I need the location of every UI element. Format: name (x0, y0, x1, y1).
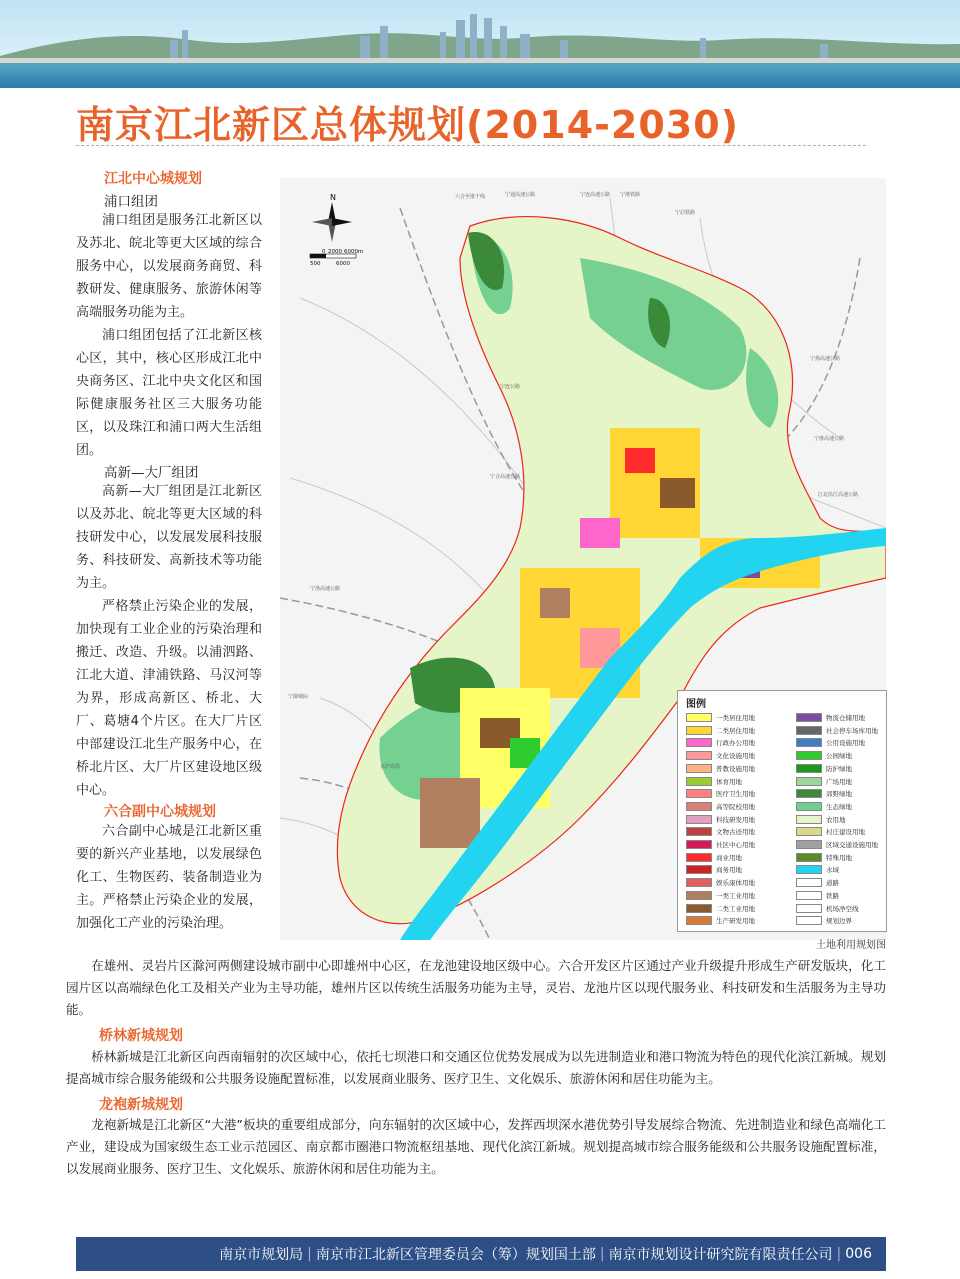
legend-item (796, 891, 839, 900)
legend-swatch (686, 802, 712, 811)
legend-swatch (796, 789, 822, 798)
legend-label: 防护绿地 (826, 764, 852, 773)
legend-label: 医疗卫生用地 (716, 790, 755, 799)
legend-label: 二类居住用地 (716, 726, 755, 735)
legend-label: 广场用地 (826, 777, 852, 786)
legend-swatch (796, 878, 822, 887)
legend-swatch (686, 738, 712, 747)
title-divider (76, 145, 866, 146)
legend-item (796, 789, 852, 798)
legend-item (796, 827, 865, 836)
legend-swatch (796, 751, 822, 760)
legend-item (686, 726, 755, 735)
legend-label: 水域 (826, 866, 839, 875)
road-label: 宁淮铁路 (620, 192, 641, 198)
legend-label: 铁路 (826, 891, 839, 900)
legend-item (686, 840, 755, 849)
road-label: 江北沿江高速公路 (818, 492, 859, 498)
section-heading-luhe: 六合副中心城规划 (104, 804, 216, 820)
legend-swatch (796, 865, 822, 874)
road-label: 宁滁城际 (288, 694, 309, 700)
scale-label-0: 0 (322, 249, 326, 255)
legend-label: 生态绿地 (826, 802, 852, 811)
header-skyline-photo (0, 0, 960, 88)
legend-swatch (686, 815, 712, 824)
legend-item (686, 916, 755, 925)
legend-item (796, 777, 852, 786)
legend-item (796, 840, 878, 849)
section-heading-qiaolin: 桥林新城规划 (99, 1028, 183, 1044)
legend-swatch (686, 751, 712, 760)
paragraph-pukou-1: 浦口组团是服务江北新区以及苏北、皖北等更大区域的综合服务中心，以发展商务商贸、科教研发、健康服务、旅游休闲等高端服务功能为主。 (76, 213, 262, 320)
legend-item (796, 738, 865, 747)
road-label: 六合至淮干线 (455, 194, 486, 200)
footer-separator: | (307, 1246, 312, 1262)
legend-item (686, 827, 755, 836)
legend-label: 普教设施用地 (716, 764, 755, 773)
legend-swatch (796, 827, 822, 836)
legend-item (796, 878, 839, 887)
legend-label: 规划边界 (826, 917, 852, 926)
legend-item (686, 751, 755, 760)
paragraph-gaoxin-1: 高新—大厂组团是江北新区以及苏北、皖北等更大区域的科技研发中心，以发展发展科技服务、科技研发、高新技术等功能为主。 (76, 484, 262, 591)
legend-item (796, 713, 865, 722)
section-heading-jiangbei-center: 江北中心城规划 (104, 171, 202, 187)
paragraph-pukou-2: 浦口组团包括了江北新区核心区，其中，核心区形成江北中央商务区、江北中央文化区和国际健康服务社区三大服务功能区，以及珠江和浦口两大生活组团。 (76, 328, 262, 458)
footer-org-planning-bureau: 南京市规划局 (219, 1247, 304, 1263)
legend-swatch (686, 764, 712, 773)
legend-item (686, 777, 742, 786)
road-label: 宁扬高速公路 (810, 356, 841, 362)
section-heading-longpao: 龙袍新城规划 (99, 1097, 183, 1113)
legend-item (796, 802, 852, 811)
legend-item (686, 904, 755, 913)
legend-label: 行政办公用地 (716, 739, 755, 748)
legend-label: 郊野绿地 (826, 790, 852, 799)
road-label: 宁启铁路 (675, 210, 696, 216)
map-legend (677, 690, 887, 932)
subheading-gaoxin-dachang: 高新—大厂组团 (104, 465, 199, 481)
legend-item (686, 853, 742, 862)
legend-swatch (796, 840, 822, 849)
legend-label: 一类居住用地 (716, 714, 755, 722)
legend-swatch (796, 802, 822, 811)
legend-label: 一类工业用地 (716, 891, 755, 900)
legend-label: 文化设施用地 (716, 752, 755, 761)
legend-swatch (796, 916, 822, 925)
footer-bar (76, 1237, 886, 1271)
legend-label: 机场净空线 (826, 904, 859, 913)
legend-item (686, 764, 755, 773)
legend-label: 生产研发用地 (716, 917, 755, 926)
legend-label: 体育用地 (716, 777, 742, 786)
paragraph-luhe-2: 在雄州、灵岩片区滁河两侧建设城市副中心即雄州中心区，在龙池建设地区级中心。六合开发区片区通过产业升级提升形成生产研发版块，化工园片区以高端绿色化工及相关产业为主导功能，雄州片区以传统生活服务功能为主导，灵岩、龙池片区以现代服务业、科技研发和生活服务为主导功能。 (66, 958, 886, 1017)
road-label: 宁连公路 (500, 384, 521, 390)
legend-label: 道路 (826, 879, 839, 888)
legend-swatch (796, 853, 822, 862)
legend-swatch (686, 726, 712, 735)
road-label: 宁通高速公路 (505, 192, 536, 198)
scale-label-6000: 6000 (336, 261, 350, 267)
paragraph-qiaolin: 桥林新城是江北新区向西南辐射的次区域中心，依托七坝港口和交通区位优势发展成为以先进制造业和港口物流为特色的现代化滨江新城。规划提高城市综合服务能级和公共服务设施配置标准，以发展商业服务、医疗卫生、文化娱乐、旅游休闲和居住功能为主。 (66, 1049, 886, 1086)
paragraph-longpao: 龙袍新城是江北新区“大港”板块的重要组成部分，向东辐射的次区域中心，发挥西坝深水港优势引导发展综合物流、先进制造业和绿色高端化工产业，建设成为国家级生态工业示范园区、南京都市圈港口物流枢纽基地、现代化滨江新城。规划提高城市综合服务能级和公共服务设施配置标准，以发展商业服务、医疗卫生、文化娱乐、旅游休闲和居住功能为主。 (66, 1117, 886, 1176)
legend-item (796, 751, 852, 760)
legend-label: 二类工业用地 (716, 904, 755, 913)
page-title: 南京江北新区总体规划(2014-2030) (76, 103, 740, 147)
legend-swatch (796, 777, 822, 786)
legend-item (686, 865, 742, 874)
legend-item (796, 916, 852, 925)
legend-swatch (686, 713, 712, 722)
legend-swatch (796, 738, 822, 747)
footer-org-design-institute: 南京市规划设计研究院有限责任公司 (608, 1247, 833, 1263)
legend-swatch (686, 853, 712, 862)
legend-swatch (686, 891, 712, 900)
legend-swatch (796, 726, 822, 735)
legend-label: 商业用地 (716, 853, 742, 862)
legend-item (686, 878, 755, 887)
legend-item (686, 802, 755, 811)
footer-separator: | (599, 1246, 605, 1262)
legend-label: 商务用地 (716, 866, 742, 875)
legend-item (796, 904, 859, 913)
legend-label: 科技研发用地 (716, 815, 755, 824)
legend-label: 社会停车场库用地 (826, 726, 878, 735)
legend-label: 物流仓储用地 (826, 714, 865, 722)
legend-item (686, 789, 755, 798)
legend-label: 社区中心用地 (716, 841, 755, 849)
legend-label: 公园绿地 (826, 752, 852, 761)
legend-label: 公用设施用地 (826, 739, 865, 748)
legend-swatch (686, 840, 712, 849)
page-number: 006 (845, 1246, 872, 1262)
scale-label-2000: 2000 (328, 249, 342, 255)
legend-swatch (796, 713, 822, 722)
road-label: 宁淮高速公路 (814, 436, 845, 442)
road-label: 宁合高速公路 (490, 474, 521, 480)
footer-separator: | (836, 1246, 842, 1262)
legend-item (796, 764, 852, 773)
legend-item (796, 865, 839, 874)
subheading-pukou: 浦口组团 (104, 194, 158, 210)
legend-swatch (796, 891, 822, 900)
legend-swatch (686, 904, 712, 913)
scale-label-500: 500 (310, 261, 321, 267)
paragraph-luhe-1: 六合副中心城是江北新区重要的新兴产业基地，以发展绿色化工、生物医药、装备制造业为主。严格禁止污染企业的发展，加强化工产业的污染治理。 (76, 824, 262, 931)
legend-item (686, 738, 755, 747)
legend-item (796, 853, 852, 862)
legend-swatch (796, 815, 822, 824)
legend-item (796, 815, 846, 824)
legend-item (686, 815, 755, 824)
legend-title: 图例 (686, 699, 706, 710)
legend-swatch (686, 777, 712, 786)
legend-swatch (796, 904, 822, 913)
legend-item (686, 713, 755, 722)
scale-label-6000m: 6000m (344, 249, 364, 255)
legend-label: 娱乐康体用地 (716, 879, 755, 888)
compass-north-label: N (330, 193, 336, 202)
footer-org-jiangbei-committee: 南京市江北新区管理委员会（筹）规划国土部 (315, 1247, 596, 1263)
legend-label: 农用地 (826, 815, 846, 824)
legend-label: 特殊用地 (826, 853, 852, 862)
legend-label: 区域交通设施用地 (826, 841, 878, 849)
legend-swatch (686, 827, 712, 836)
legend-swatch (796, 764, 822, 773)
map-caption: 土地利用规划图 (816, 940, 886, 951)
legend-swatch (686, 878, 712, 887)
legend-item (796, 726, 878, 735)
legend-label: 村庄建设用地 (826, 828, 865, 837)
legend-item (686, 891, 755, 900)
legend-label: 文物古迹用地 (716, 828, 755, 837)
legend-label: 高等院校用地 (716, 802, 755, 811)
paragraph-gaoxin-2: 严格禁止污染企业的发展，加快现有工业企业的污染治理和搬迁、改造、升级。以浦泗路、江北大道、津浦铁路、马汉河等为界，形成高新区、桥北、大厂、葛塘4个片区。在大厂片区中部建设江北生产服务中心，在桥北片区、大厂片区建设地区级中心。 (76, 599, 262, 798)
legend-swatch (686, 916, 712, 925)
road-label: 京沪高铁 (380, 764, 401, 770)
legend-swatch (686, 789, 712, 798)
road-label: 宁连高速公路 (580, 192, 611, 198)
road-label: 宁洛高速公路 (310, 586, 341, 592)
legend-swatch (686, 865, 712, 874)
